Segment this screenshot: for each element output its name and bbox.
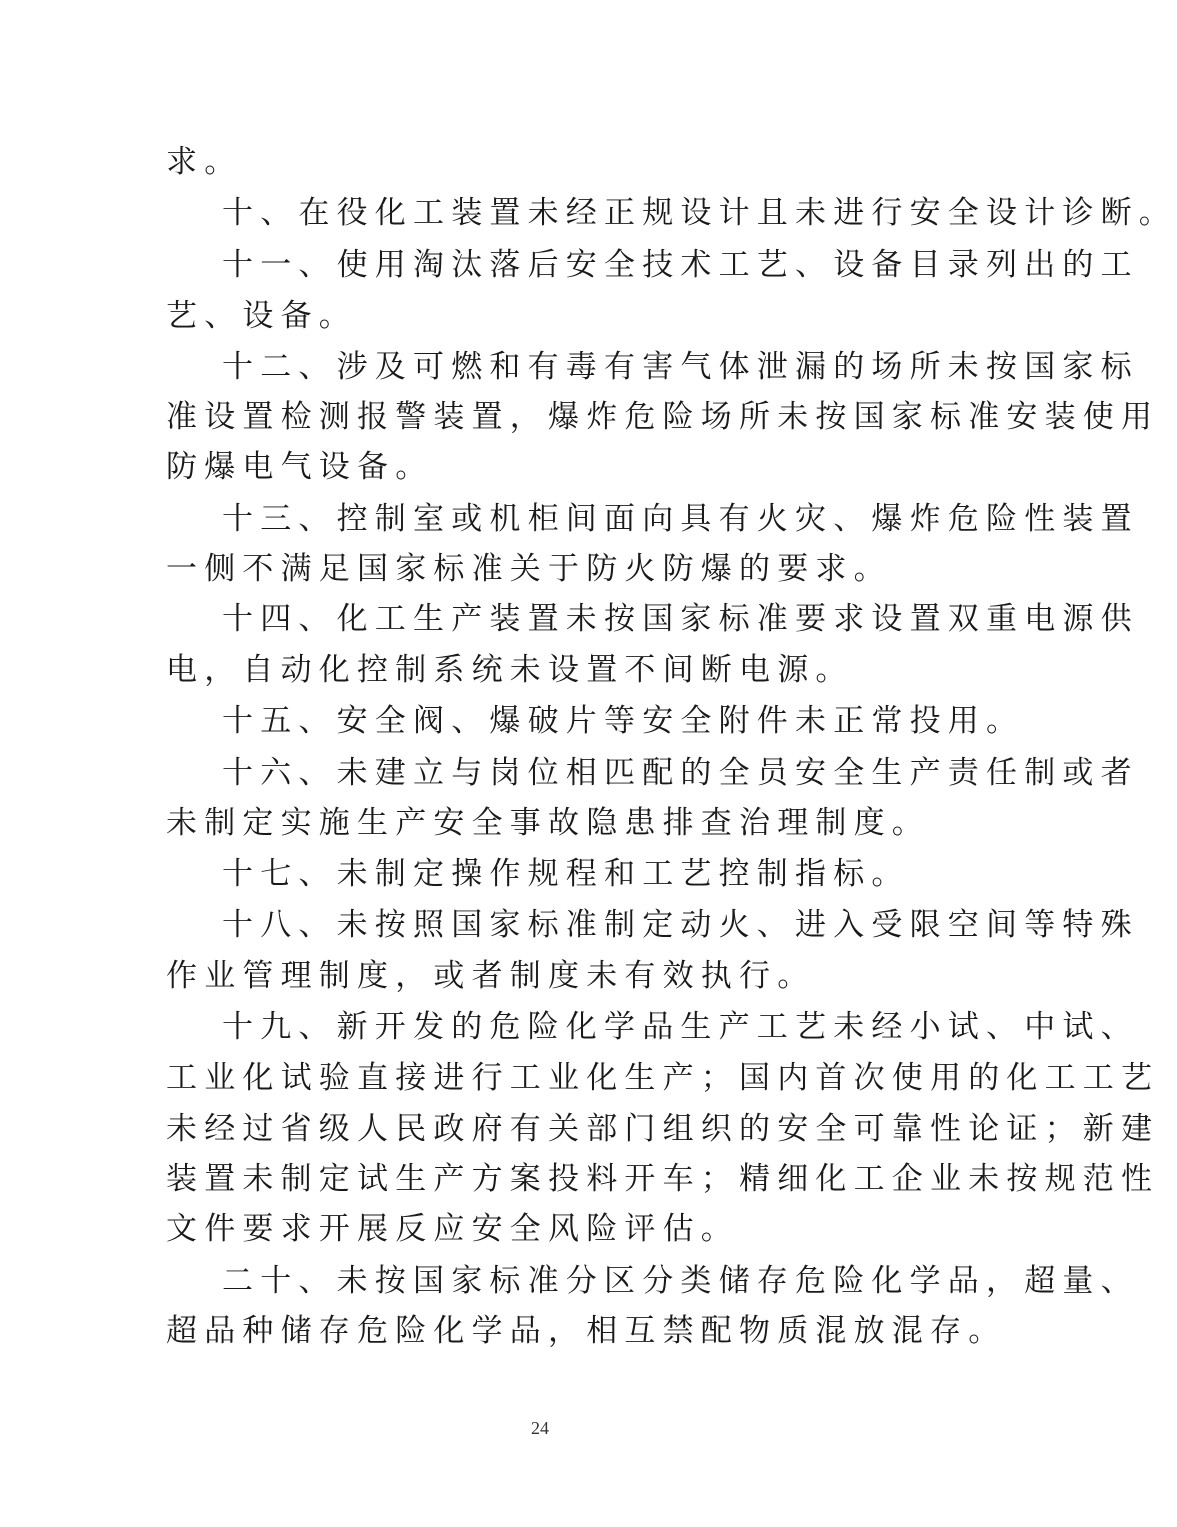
text-line: 十三、控制室或机柜间面向具有火灾、爆炸危险性装置	[222, 501, 1139, 537]
text-line: 电，自动化控制系统未设置不间断电源。	[166, 652, 854, 688]
text-line: 十四、化工生产装置未按国家标准要求设置双重电源供	[222, 601, 1139, 637]
text-line: 十六、未建立与岗位相匹配的全员安全生产责任制或者	[222, 755, 1139, 791]
text-line: 准设置检测报警装置，爆炸危险场所未按国家标准安装使用	[166, 399, 1160, 435]
text-line: 未制定实施生产安全事故隐患排查治理制度。	[166, 805, 930, 841]
text-line: 工业化试验直接进行工业化生产；国内首次使用的化工工艺	[166, 1060, 1160, 1096]
text-line: 超品种储存危险化学品，相互禁配物质混放混存。	[166, 1313, 1007, 1349]
text-line: 防爆电气设备。	[166, 449, 434, 485]
text-line: 十九、新开发的危险化学品生产工艺未经小试、中试、	[222, 1009, 1139, 1045]
text-line: 十八、未按照国家标准制定动火、进入受限空间等特殊	[222, 907, 1139, 943]
text-line: 艺、设备。	[166, 298, 357, 334]
text-line: 文件要求开展反应安全风险评估。	[166, 1211, 739, 1247]
page-number: 24	[531, 1418, 549, 1438]
text-line: 求。	[166, 144, 243, 180]
text-line: 二十、未按国家标准分区分类储存危险化学品，超量、	[222, 1263, 1139, 1299]
text-line: 十二、涉及可燃和有毒有害气体泄漏的场所未按国家标	[222, 349, 1139, 385]
text-line: 十、在役化工装置未经正规设计且未进行安全设计诊断。	[222, 195, 1177, 231]
text-line: 十七、未制定操作规程和工艺控制指标。	[222, 856, 910, 892]
text-line: 作业管理制度，或者制度未有效执行。	[166, 958, 816, 994]
text-line: 十一、使用淘汰落后安全技术工艺、设备目录列出的工	[222, 247, 1139, 283]
text-line: 十五、安全阀、爆破片等安全附件未正常投用。	[222, 703, 1025, 739]
text-line: 未经过省级人民政府有关部门组织的安全可靠性论证；新建	[166, 1111, 1160, 1147]
text-line: 一侧不满足国家标准关于防火防爆的要求。	[166, 551, 892, 587]
text-line: 装置未制定试生产方案投料开车；精细化工企业未按规范性	[166, 1161, 1160, 1197]
